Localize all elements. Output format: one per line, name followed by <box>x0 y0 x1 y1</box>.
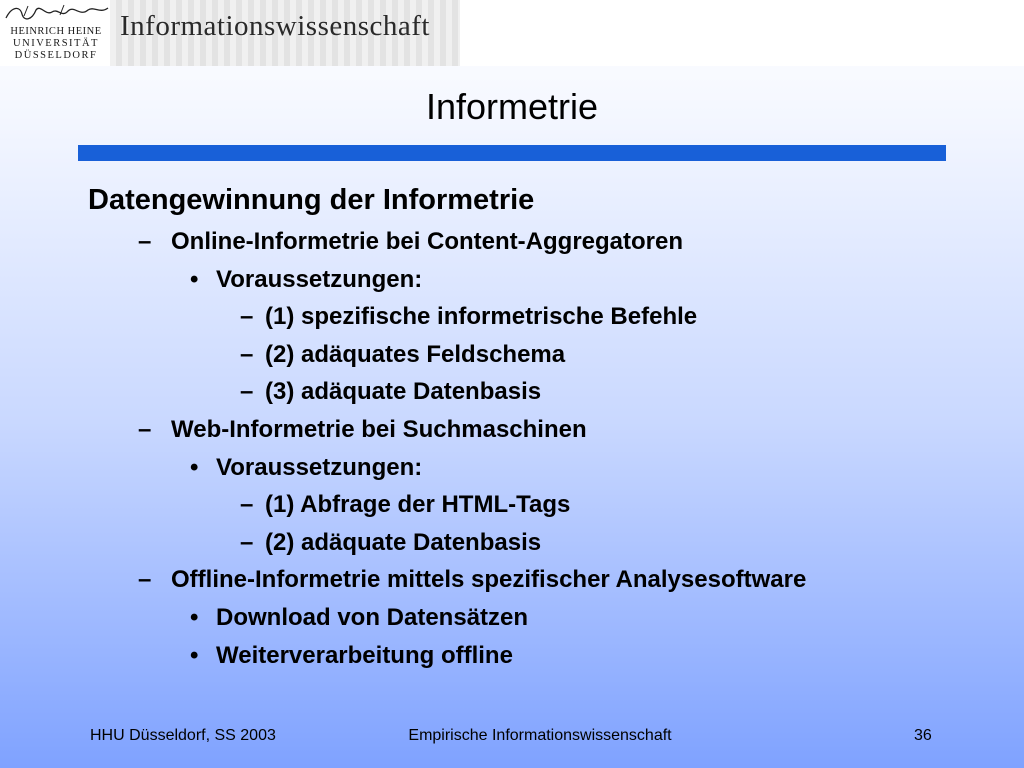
signature-icon <box>2 2 112 24</box>
list-item-text: Web-Informetrie bei Suchmaschinen <box>171 416 587 443</box>
logo-line-1: HEINRICH HEINE <box>10 26 102 37</box>
dash-marker: – <box>138 228 152 255</box>
list-item-text: (2) adäquates Feldschema <box>265 340 566 368</box>
list-item-text: (3) adäquate Datenbasis <box>265 378 542 406</box>
banner-text: Informationswissenschaft <box>120 10 430 42</box>
bullet-marker: • <box>190 453 199 481</box>
slide-title: Informetrie <box>425 86 599 127</box>
footer-center: Empirische Informationswissenschaft <box>408 727 672 744</box>
list-item-text: Weiterverarbeitung offline <box>216 641 513 669</box>
dash-marker: – <box>240 303 254 331</box>
dash-marker: – <box>240 528 254 556</box>
dash-marker: – <box>240 340 254 368</box>
list-item-text: (2) adäquate Datenbasis <box>265 528 542 556</box>
list-item-text: Download von Datensätzen <box>216 604 529 631</box>
dash-marker: – <box>138 416 152 443</box>
section-heading: Datengewinnung der Informetrie <box>88 184 535 216</box>
list-item-text: Offline-Informetrie mittels spezifischer Analysesoftware <box>171 566 807 594</box>
university-logo <box>0 0 110 66</box>
header-bar <box>0 0 1024 66</box>
list-item-text: Online-Informetrie bei Content-Aggregatoren <box>171 228 684 255</box>
dash-marker: – <box>240 491 254 519</box>
dash-marker: – <box>240 378 254 406</box>
bullet-marker: • <box>190 265 199 293</box>
logo-line-3: DÜSSELDORF <box>14 50 98 61</box>
bullet-marker: • <box>190 604 199 631</box>
list-item-text: Voraussetzungen: <box>216 265 423 293</box>
title-rule <box>78 145 946 161</box>
dash-marker: – <box>138 566 152 594</box>
page-number: 36 <box>914 727 932 744</box>
department-banner <box>110 0 460 66</box>
list-item-text: (1) spezifische informetrische Befehle <box>265 303 698 331</box>
footer-left: HHU Düsseldorf, SS 2003 <box>90 727 276 744</box>
logo-line-2: UNIVERSITÄT <box>13 38 99 49</box>
bullet-marker: • <box>190 641 199 669</box>
list-item-text: (1) Abfrage der HTML-Tags <box>265 491 571 519</box>
list-item-text: Voraussetzungen: <box>216 453 423 481</box>
